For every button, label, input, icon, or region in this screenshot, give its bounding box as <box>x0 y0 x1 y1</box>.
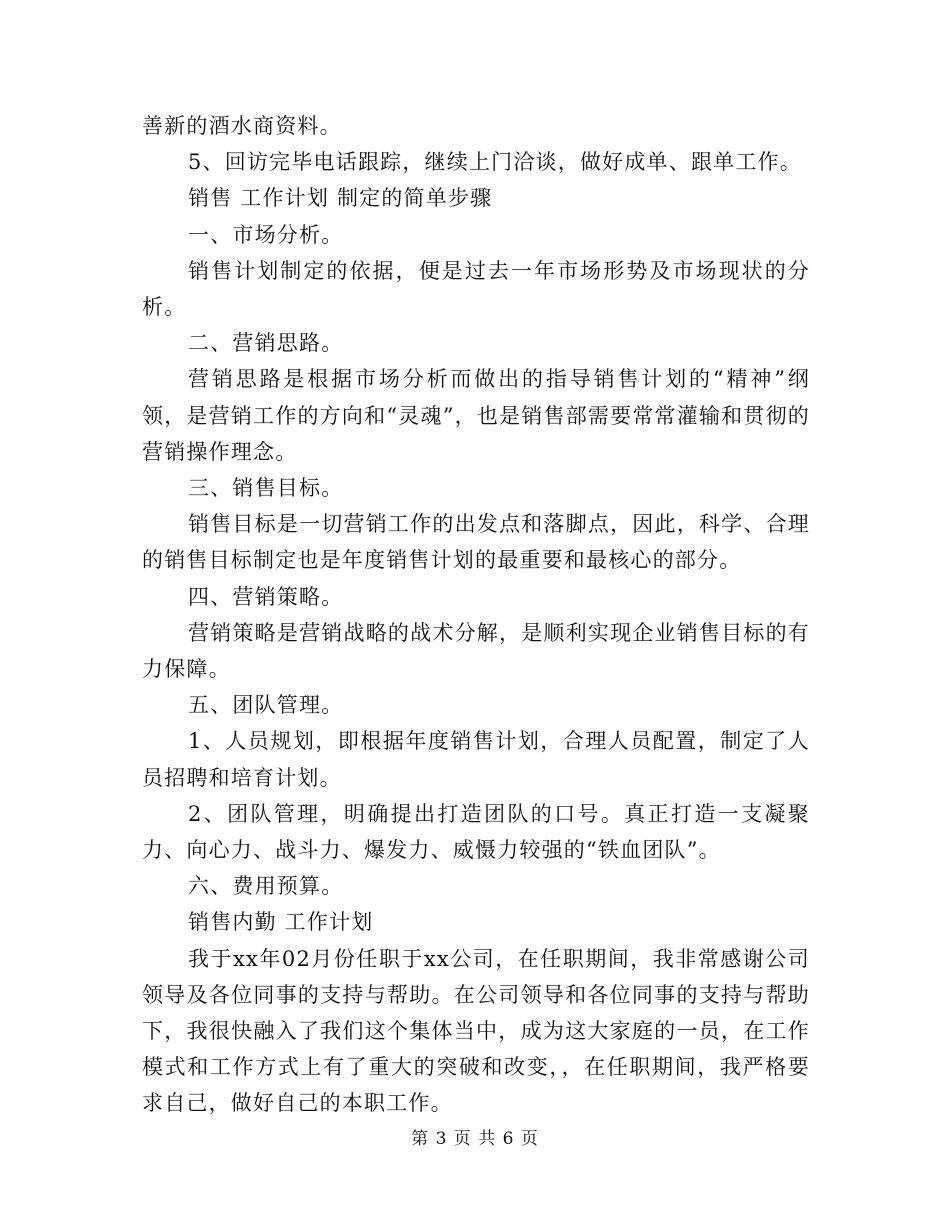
section-heading-budget: 六、费用预算。 <box>188 874 344 899</box>
section-heading-sales-assistant-plan: 销售内勤 工作计划 <box>188 910 374 935</box>
paragraph-market-analysis: 销售计划制定的依据，便是过去一年市场形势及市场现状的分析。 <box>142 258 810 320</box>
section-heading-marketing-strategy: 四、营销策略。 <box>188 584 344 609</box>
paragraph-marketing-strategy: 营销策略是营销战略的战术分解，是顺利实现企业销售目标的有力保障。 <box>142 620 810 682</box>
paragraph-1: 善新的酒水商资料。 <box>142 114 342 138</box>
section-heading-market-analysis: 一、市场分析。 <box>188 222 344 247</box>
section-heading-sales-plan-steps: 销售 工作计划 制定的简单步骤 <box>188 186 493 211</box>
paragraph-marketing-approach: 营销思路是根据市场分析而做出的指导销售计划的“精神”纲领，是营销工作的方向和“灵魂”，也是销售部需要常常灌输和贯彻的营销操作理念。 <box>142 367 810 464</box>
paragraph-sales-target: 销售目标是一切营销工作的出发点和落脚点，因此，科学、合理的销售目标制定也是年度销售计划的最重要和最核心的部分。 <box>142 512 810 573</box>
paragraph-sales-assistant-plan: 我于xx年02月份任职于xx公司，在任职期间，我非常感谢公司领导及各位同事的支持与帮助。在公司领导和各位同事的支持与帮助下，我很快融入了我们这个集体当中，成为这大家庭的一员，在工作模式和工作方式上有了重大的突破和改变，，在任职期间，我严格要求自己，做好自己的本职工作。 <box>142 946 810 1116</box>
document-body <box>142 108 810 1122</box>
section-heading-marketing-approach: 二、营销思路。 <box>188 331 344 356</box>
page-number: 第 3 页 共 6 页 <box>411 1129 539 1149</box>
paragraph-2: 5、回访完毕电话跟踪，继续上门洽谈，做好成单、跟单工作。 <box>188 150 802 175</box>
section-heading-sales-target: 三、销售目标。 <box>188 476 344 501</box>
paragraph-staff-planning: 1、人员规划，即根据年度销售计划，合理人员配置，制定了人员招聘和培育计划。 <box>142 729 810 790</box>
section-heading-team-management: 五、团队管理。 <box>188 693 344 718</box>
paragraph-team-management: 2、团队管理，明确提出打造团队的口号。真正打造一支凝聚力、向心力、战斗力、爆发力、威慑力较强的“铁血团队”。 <box>142 801 810 863</box>
